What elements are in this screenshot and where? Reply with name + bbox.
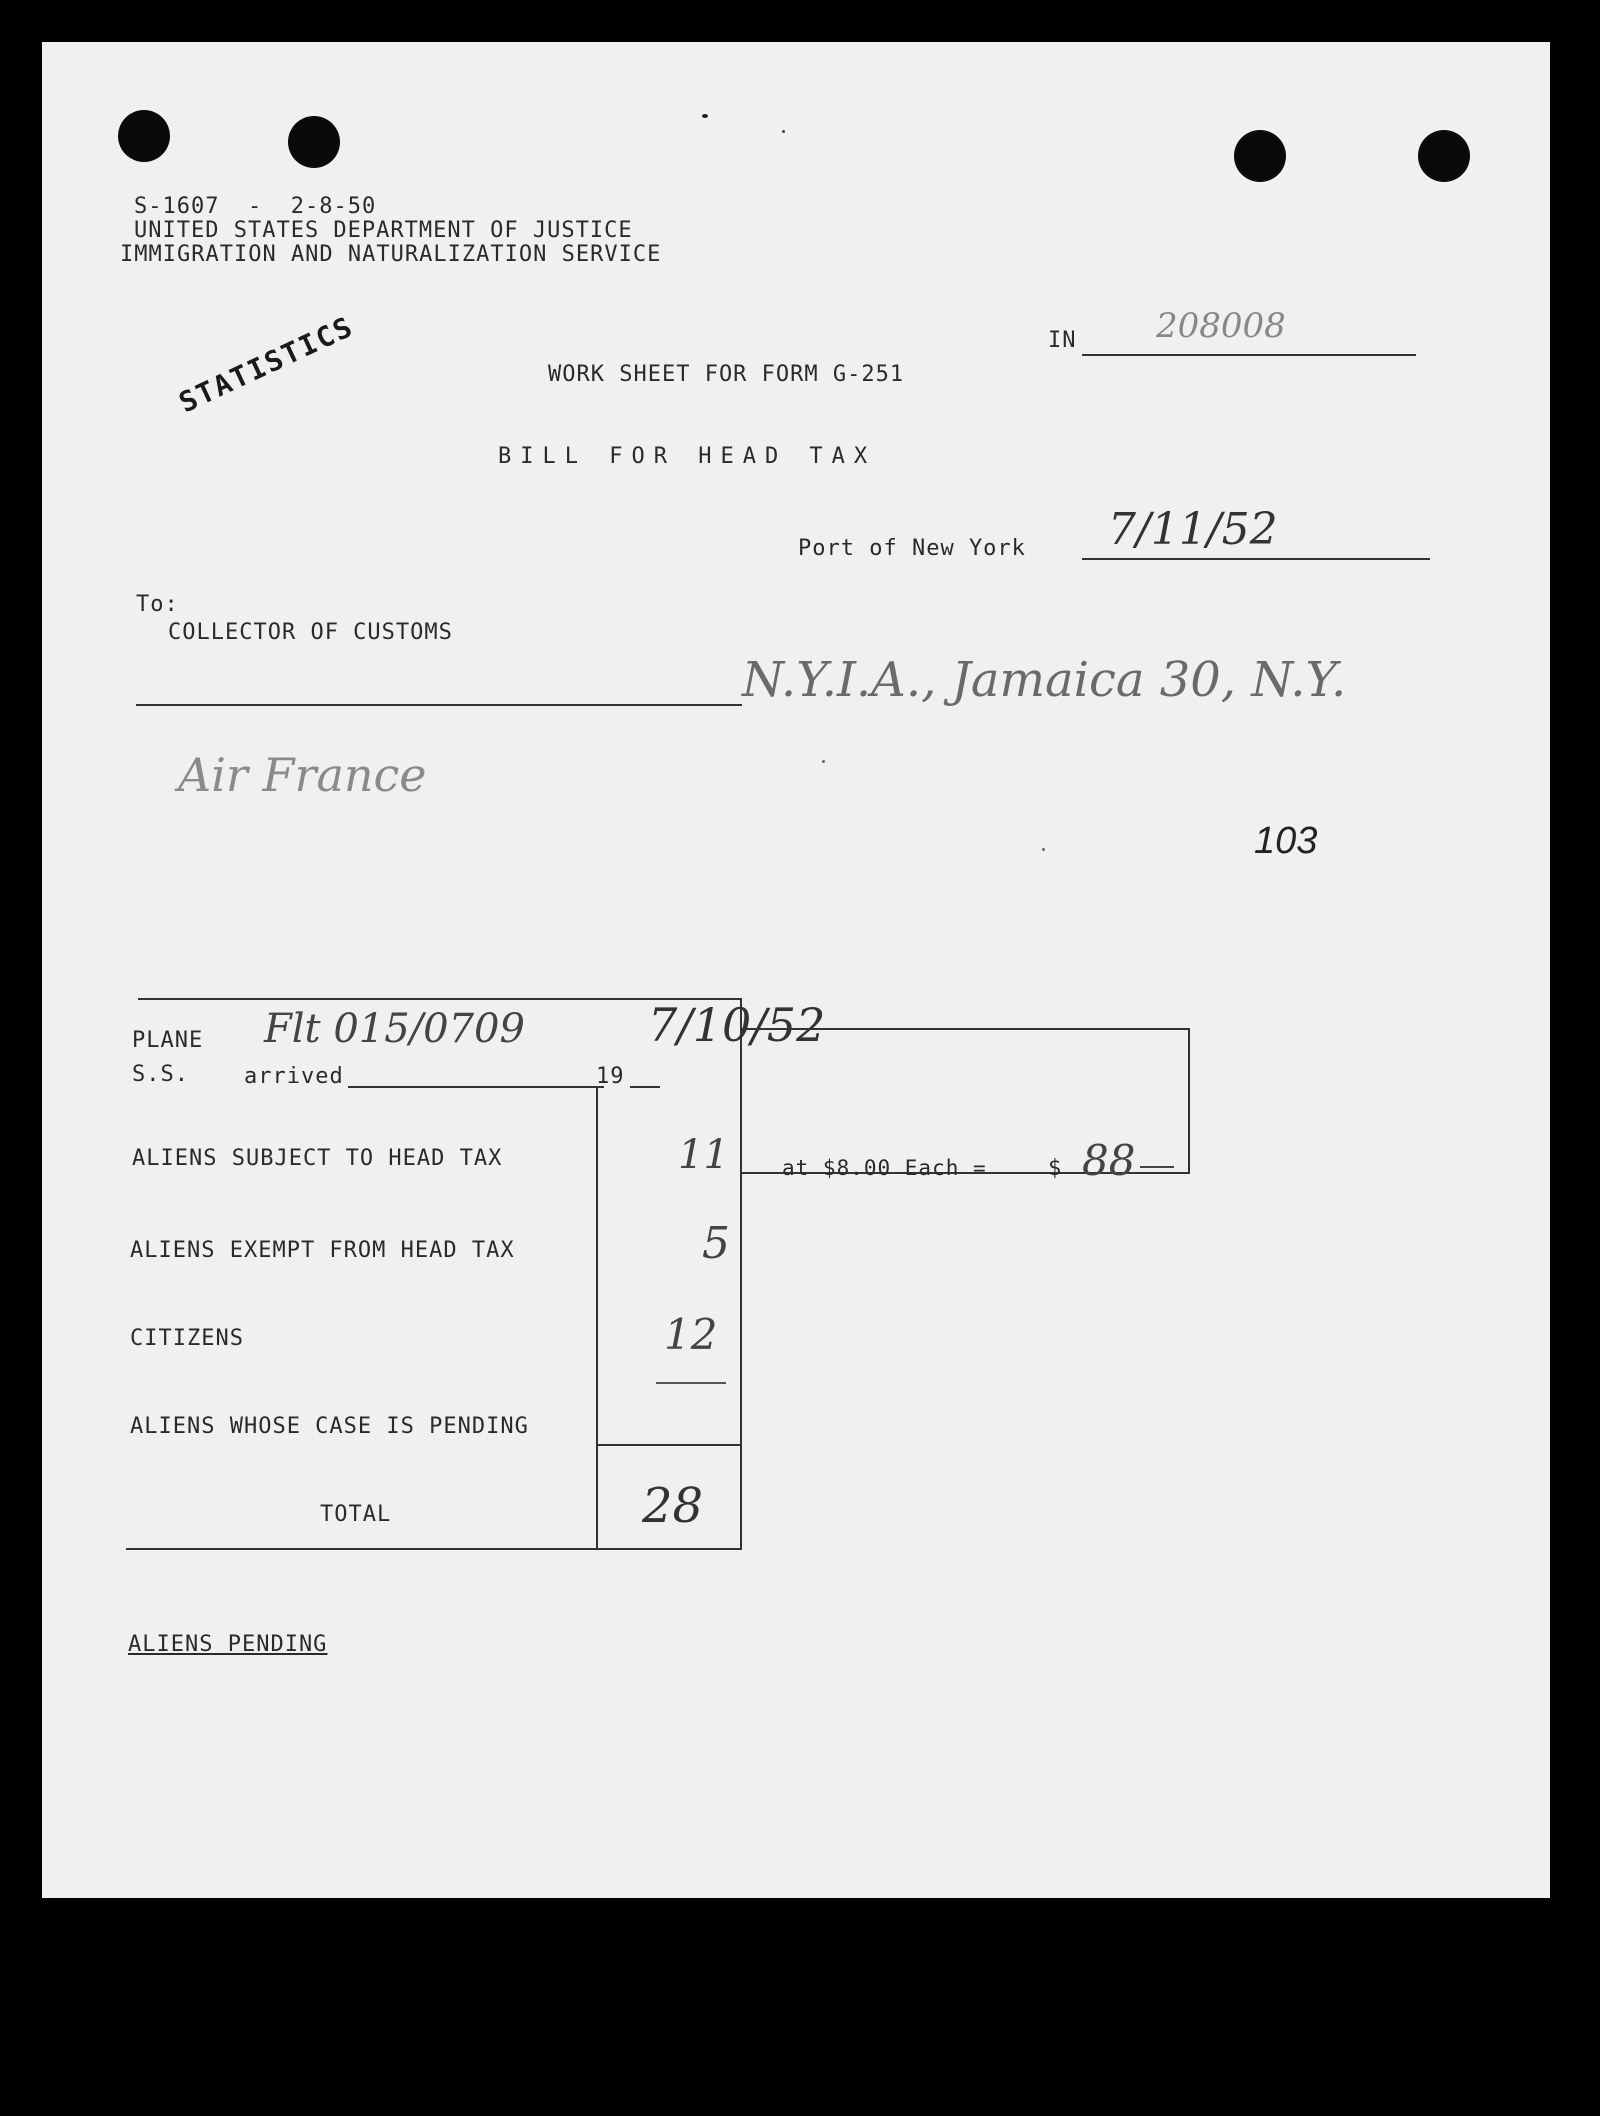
value-column-left-border: [596, 1088, 598, 1548]
row-label-exempt: ALIENS EXEMPT FROM HEAD TAX: [130, 1238, 515, 1263]
statistics-stamp: STATISTICS: [173, 309, 359, 420]
in-label: IN: [1048, 328, 1077, 353]
subtotal-line: [596, 1444, 742, 1446]
page-number: 103: [1254, 820, 1318, 862]
bill-title: BILL FOR HEAD TAX: [498, 444, 877, 469]
aliens-pending-heading: ALIENS PENDING: [128, 1632, 328, 1657]
amount-dash: [1140, 1166, 1174, 1168]
punch-hole: [118, 110, 170, 162]
arrived-underline: [348, 1086, 604, 1088]
row-label-citizens: CITIZENS: [130, 1326, 244, 1351]
worksheet-title: WORK SHEET FOR FORM G-251: [548, 362, 905, 387]
currency-symbol: $: [1048, 1156, 1063, 1181]
location-handwritten: N.Y.I.A., Jamaica 30, N.Y.: [742, 652, 1347, 708]
flight-handwritten: Flt 015/0709: [264, 1006, 525, 1052]
punch-hole: [1418, 130, 1470, 182]
ss-label: S.S.: [132, 1062, 189, 1087]
arrival-date-handwritten: 7/10/52: [648, 998, 826, 1052]
document-page: [42, 42, 1550, 1898]
plane-label: PLANE: [132, 1028, 204, 1053]
service-name: IMMIGRATION AND NATURALIZATION SERVICE: [120, 242, 662, 267]
address-underline: [136, 704, 742, 706]
table-right-border: [740, 998, 742, 1548]
in-underline: [1082, 354, 1416, 356]
port-date-underline: [1082, 558, 1430, 560]
row-label-pending: ALIENS WHOSE CASE IS PENDING: [130, 1414, 529, 1439]
rate-text: at $8.00 Each =: [782, 1156, 987, 1180]
year-underline: [630, 1086, 660, 1088]
to-label: To:: [136, 592, 179, 617]
scan-speck: [782, 130, 785, 133]
form-code: S-1607 - 2-8-50: [134, 194, 377, 219]
handwritten-sum-stroke: [656, 1382, 726, 1384]
carrier-handwritten: Air France: [178, 748, 427, 802]
row-label-subject: ALIENS SUBJECT TO HEAD TAX: [132, 1146, 503, 1171]
arrived-label: arrived: [244, 1064, 344, 1089]
scan-speck: [1042, 848, 1045, 851]
row-value-citizens: 12: [664, 1310, 718, 1359]
rate-box-right: [1188, 1028, 1190, 1174]
scan-speck: [822, 760, 825, 763]
to-recipient: COLLECTOR OF CUSTOMS: [168, 620, 453, 645]
scan-speck: [702, 114, 708, 118]
amount-handwritten: 88: [1082, 1136, 1136, 1185]
port-date-handwritten: 7/11/52: [1108, 504, 1278, 555]
table-bottom-line: [126, 1548, 742, 1550]
in-number-handwritten: 208008: [1156, 306, 1286, 346]
port-label: Port of New York: [798, 536, 1026, 561]
total-value-handwritten: 28: [642, 1478, 704, 1534]
department-name: UNITED STATES DEPARTMENT OF JUSTICE: [134, 218, 633, 243]
punch-hole: [288, 116, 340, 168]
row-value-subject: 11: [678, 1132, 729, 1178]
punch-hole: [1234, 130, 1286, 182]
year-prefix: 19: [596, 1064, 625, 1089]
row-value-exempt: 5: [702, 1218, 730, 1269]
total-label: TOTAL: [320, 1502, 392, 1527]
